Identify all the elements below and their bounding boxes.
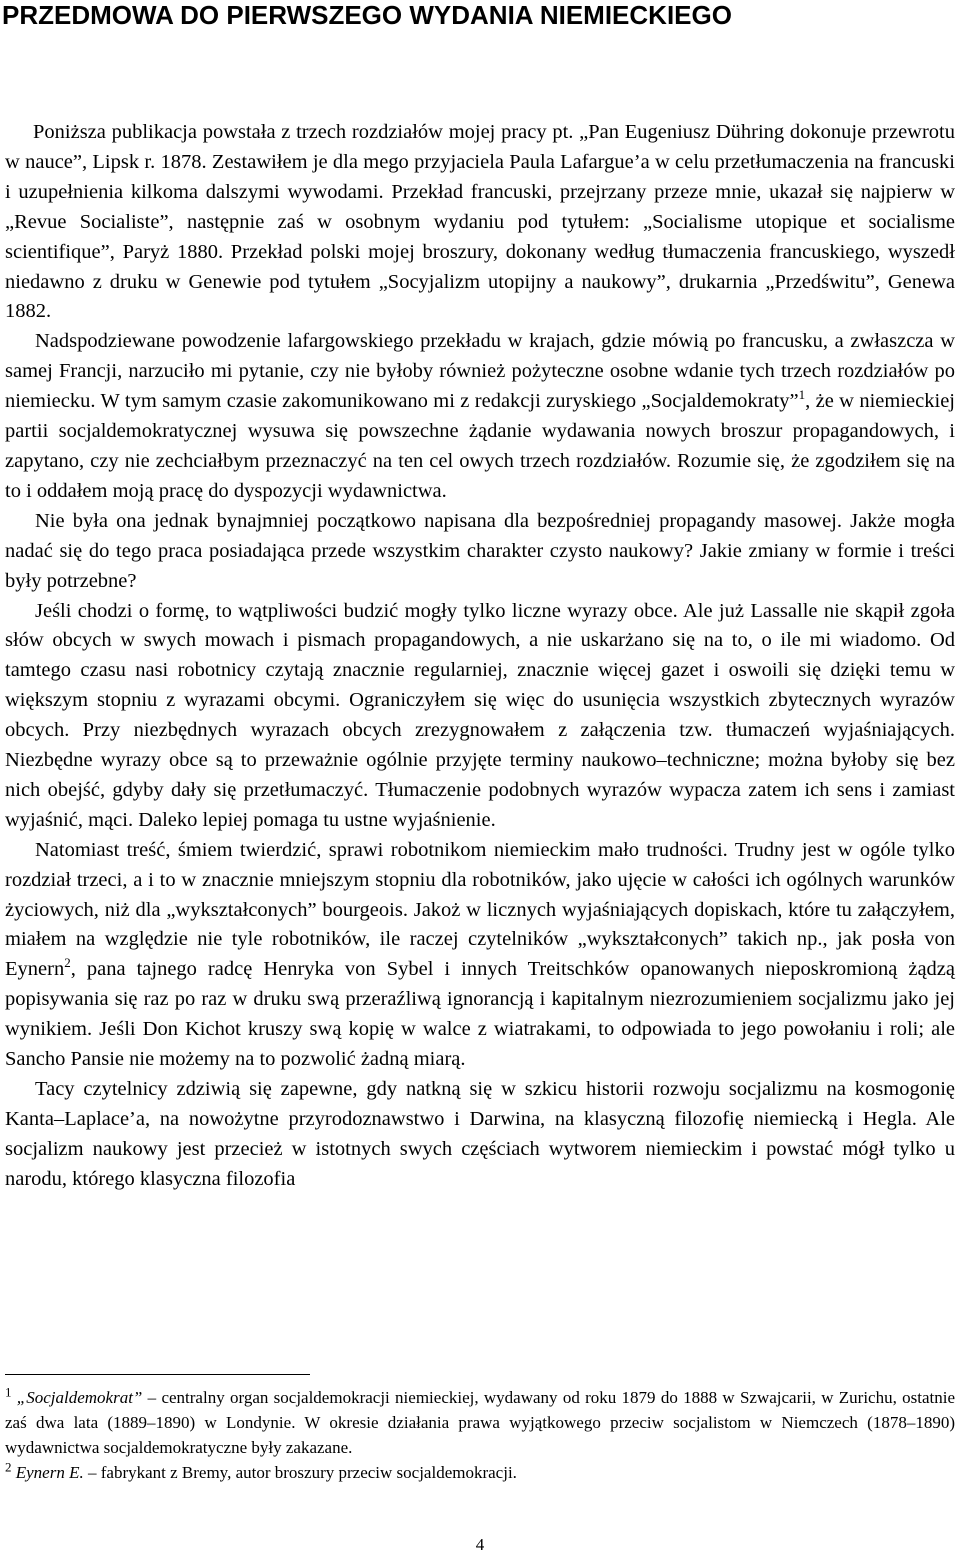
page-number: 4 [475,1535,485,1554]
paragraph-4: Jeśli chodzi o formę, to wątpliwości budzić mogły tylko liczne wyrazy obce. Ale już Lassalle nie skąpił zgoła słów obcych w swych mowach i pismach propagandowych, a nie uskarżano się na to, o ile mi wiadomo. Od tamtego czasu nasi robotnicy czytają znacznie regularniej, znacznie więcej gazet i oswoili się dzięki temu w większym stopniu z wyrazami obcymi. Ograniczyłem się więc do usunięcia wszystkich zbytecznych wyrazów obcych. Przy niezbędnych wyrazach obcych zrezygnowałem z załączenia tzw. tłumaczeń wyjaśniających. Niezbędne wyrazy obce są to przeważnie ogólnie przyjęte terminy naukowo–techniczne; można byłoby się bez nich obejść, gdyby dały się przetłumaczyć. Tłumaczenie podobnych wyrazów wypacza zatem ich sens i zamiast wyjaśnić, mąci. Daleko lepiej pomaga tu ustne wyjaśnienie. [5,599,955,831]
paragraph-2-text-b: , że w niemieckiej partii socjaldemokratycznej wysuwa się powszechne żądanie wydawania nowych broszur propagandowych, i zapytano, czy nie zechciałbym przeznaczyć na ten cel owych trzech rozdziałów. Rozumie się, że zgodziłem się na to i oddałem moją pracę do dyspozycji wydawnictwa. [5,390,955,502]
footnote-divider [5,1374,310,1375]
paragraph-1 [5,118,955,327]
paragraph-2-text-a: Nadspodziewane powodzenie lafargowskiego przekładu w krajach, gdzie mówią po francusku, a zwłaszcza w samej Francji, narzuciło mi pytanie, czy nie byłoby również pożyteczne osobne wdanie tych trzech rozdziałów po niemiecku. W tym samym czasie zakomunikowano mi z redakcji zuryskiego „Socjaldemokraty” [5,330,955,413]
paragraph-5-text-a: Natomiast treść, śmiem twierdzić, sprawi robotnikom niemieckim mało trudności. Trudny jest w ogóle tylko rozdział trzeci, a i to w znacznie mniejszym stopniu dla robotników, jako ujęcie w całości ich ogólnych warunków życiowych, niż dla „wykształconych” bourgeois. Jakoż w licznych wyjaśniających dopiskach, które tu załączyłem, miałem na względzie nie tyle robotników, ile raczej czytelników „wykształconych” takich np., jak posła von Eynern [5,838,955,981]
page-title: PRZEDMOWA DO PIERWSZEGO WYDANIA NIEMIECKIEGO [2,0,732,30]
paragraph-2 [5,327,955,506]
paragraph-3: Nie była ona jednak bynajmniej początkowo napisana dla bezpośredniej propagandy masowej. Jakże mogła nadać się do tego praca posiadająca przede wszystkim charakter czysto naukowy? Jakie zmiany w formie i treści były potrzebne? [5,509,955,592]
main-text [5,118,955,1195]
footnote-2-term: Eynern E. [15,1463,84,1482]
footnote-1-mark: 1 [5,1384,12,1400]
footnote-2-text: – fabrykant z Bremy, autor broszury przeciw socjaldemokracji. [83,1463,517,1482]
footnote-ref-2[interactable]: 2 [64,955,71,971]
footnote-2 [5,1460,955,1485]
paragraph-5 [5,836,955,1075]
footnotes [5,1385,955,1485]
footnote-1-term: „Socjaldemokrat” [16,1388,143,1407]
footnote-ref-1[interactable]: 1 [798,387,806,403]
paragraph-6: Tacy czytelnicy zdziwią się zapewne, gdy natkną się w szkicu historii rozwoju socjalizmu na kosmogonię Kanta–Laplace’a, na nowożytne przyrodoznawstwo i Darwina, na klasyczną filozofię niemiecką i Hegla. Ale socjalizm naukowy jest przecież w istotnych swych częściach wytworem niemieckim i powstać mógł tylko u narodu, którego klasyczna filozofia [5,1078,955,1190]
footnote-1-text: – centralny organ socjaldemokracji niemieckiej, wydawany od roku 1879 do 1888 w Szwajcarii, w Zurichu, ostatnie zaś dwa lata (1889–1890) w Londynie. W okresie działania prawa wyjątkowego przeciw socjalistom w Niemczech (1878–1890) wydawnictwa socjaldemokratyczne były zakazane. [5,1388,955,1457]
footnote-2-mark: 2 [5,1459,12,1475]
footnote-1 [5,1385,955,1460]
paragraph-1-text: Poniższa publikacja powstała z trzech rozdziałów mojej pracy pt. „Pan Eugeniusz Dühring dokonuje przewrotu w nauce”, Lipsk r. 1878. Zestawiłem je dla mego przyjaciela Paula Lafargue’a w celu przetłumaczenia na francuski i uzupełnienia kilkoma dalszymi wywodami. Przekład francuski, przejrzany przeze mnie, ukazał się najpierw w „Revue Socialiste”, następnie zaś w osobnym wydaniu pod tytułem: „Socialisme utopique et socialisme scientifique”, Paryż 1880. Przekład polski mojej broszury, dokonany według tłumaczenia francuskiego, wyszedł niedawno z druku w Genewie pod tytułem „Socyjalizm utopijny a naukowy”, drukarnia „Przedświtu”, Genewa 1882. [5,121,955,323]
paragraph-5-text-b: , pana tajnego radcę Henryka von Sybel i innych Treitschków opanowanych nieposkromioną żądzą popisywania się raz po raz w druku swą przeraźliwą ignorancją i kapitalnym niezrozumieniem socjalizmu jako jej wynikiem. Jeśli Don Kichot kruszy swą kopię w walce z wiatrakami, to odpowiada to jego powołaniu i roli; ale Sancho Pansie nie możemy na to pozwolić żadną miarą. [5,958,955,1071]
